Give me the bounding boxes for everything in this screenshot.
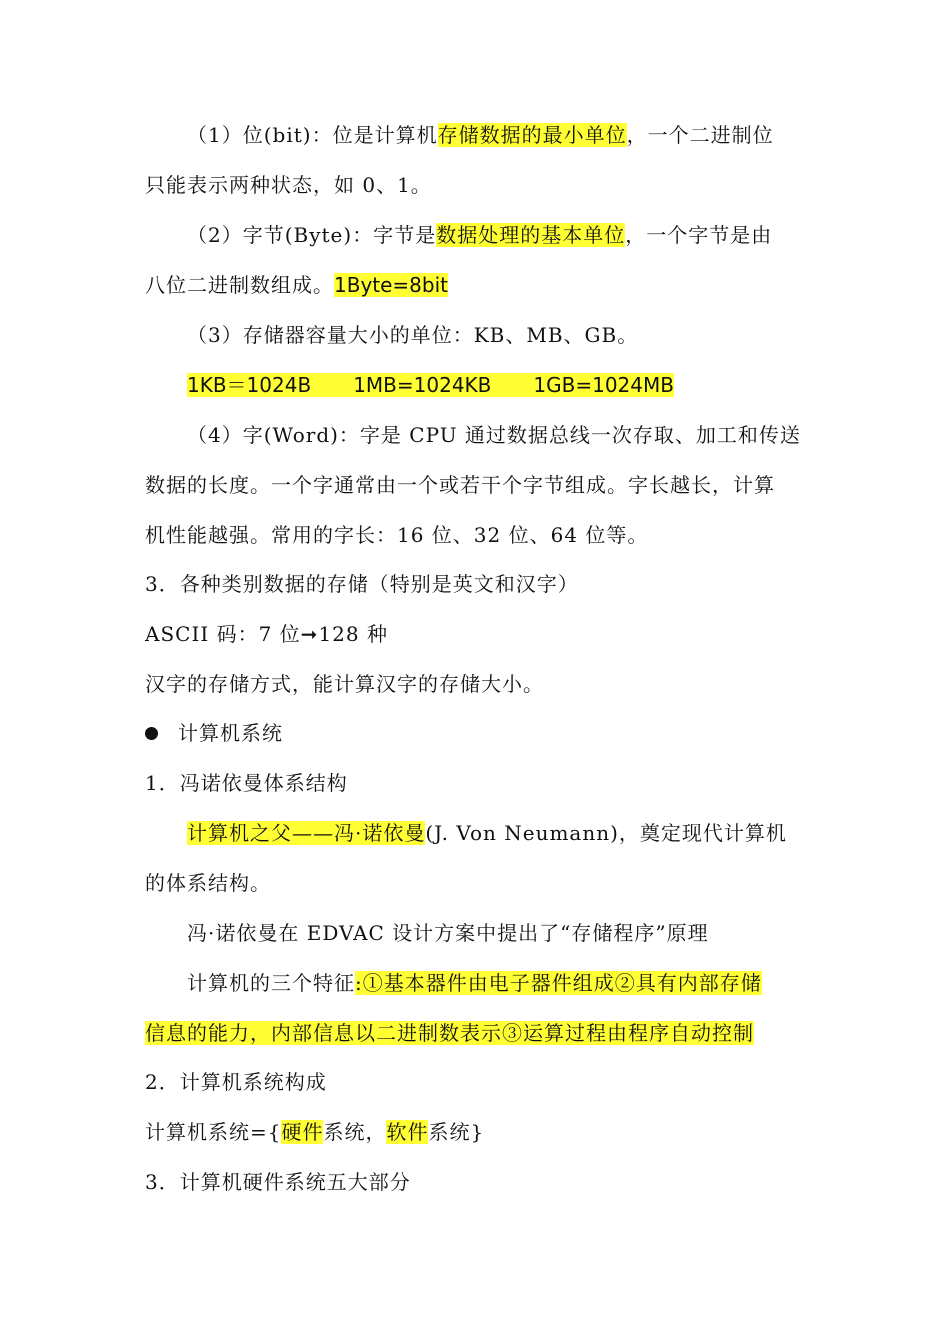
system-formula: 计算机系统={硬件系统，软件系统} <box>145 1120 485 1144</box>
paragraph-father-of-computer-line-1: 计算机之父——冯·诺依曼(J. Von Neumann)，奠定现代计算机 <box>187 821 787 845</box>
paragraph-father-of-computer-line-2: 的体系结构。 <box>145 871 271 895</box>
highlight-basic-unit: 数据处理的基本单位 <box>436 223 626 247</box>
capacity-conversions <box>187 365 857 405</box>
highlight-smallest-unit: 存储数据的最小单位 <box>437 123 627 147</box>
paragraph-word-line-3: 机性能越强。常用的字长：16 位、32 位、64 位等。 <box>145 523 649 547</box>
paragraph-three-features-line-1: 计算机的三个特征:①基本器件由电子器件组成②具有内部存储 <box>187 971 762 995</box>
heading-data-storage: 3．各种类别数据的存储（特别是英文和汉字） <box>145 572 579 596</box>
paragraph-capacity-units: （3）存储器容量大小的单位：KB、MB、GB。 <box>187 323 639 347</box>
capacity-conversion-highlight <box>187 373 674 397</box>
paragraph-word-line-1: （4）字(Word)：字是 CPU 通过数据总线一次存取、加工和传送 <box>187 423 801 447</box>
kb-conversion: 1KB＝1024B <box>187 373 312 397</box>
highlight-hardware: 硬件 <box>281 1120 324 1144</box>
mb-conversion: 1MB=1024KB <box>353 373 492 397</box>
heading-von-neumann: 1．冯诺依曼体系结构 <box>145 771 348 795</box>
ascii-note: ASCII 码：7 位➞128 种 <box>145 622 388 646</box>
paragraph-word-line-2: 数据的长度。一个字通常由一个或若干个字节组成。字长越长，计算 <box>145 473 775 497</box>
bullet-computer-system: 计算机系统 <box>145 713 815 753</box>
highlight-byte-bits: 1Byte=8bit <box>334 273 449 297</box>
highlight-features-part-1: :①基本器件由电子器件组成②具有内部存储 <box>355 971 762 995</box>
heading-hardware-five-parts: 3．计算机硬件系统五大部分 <box>145 1170 411 1194</box>
highlight-father-of-computer: 计算机之父——冯·诺依曼 <box>187 821 426 845</box>
highlight-software: 软件 <box>386 1120 429 1144</box>
paragraph-stored-program: 冯·诺依曼在 EDVAC 设计方案中提出了“存储程序”原理 <box>187 921 709 945</box>
paragraph-byte-line-1: （2）字节(Byte)：字节是数据处理的基本单位，一个字节是由 <box>187 223 773 247</box>
paragraph-bit-line-2: 只能表示两种状态，如 0、1。 <box>145 173 432 197</box>
bullet-icon <box>145 727 158 740</box>
paragraph-byte-line-2: 八位二进制数组成。1Byte=8bit <box>145 273 449 297</box>
heading-system-composition: 2．计算机系统构成 <box>145 1070 327 1094</box>
paragraph-bit-line-1: （1）位(bit)：位是计算机存储数据的最小单位，一个二进制位 <box>187 123 774 147</box>
gb-conversion: 1GB=1024MB <box>533 373 674 397</box>
chinese-storage-note: 汉字的存储方式，能计算汉字的存储大小。 <box>145 672 544 696</box>
highlight-features-part-2: 信息的能力，内部信息以二进制数表示③运算过程由程序自动控制 <box>145 1021 754 1045</box>
paragraph-three-features-line-2 <box>145 1013 815 1053</box>
